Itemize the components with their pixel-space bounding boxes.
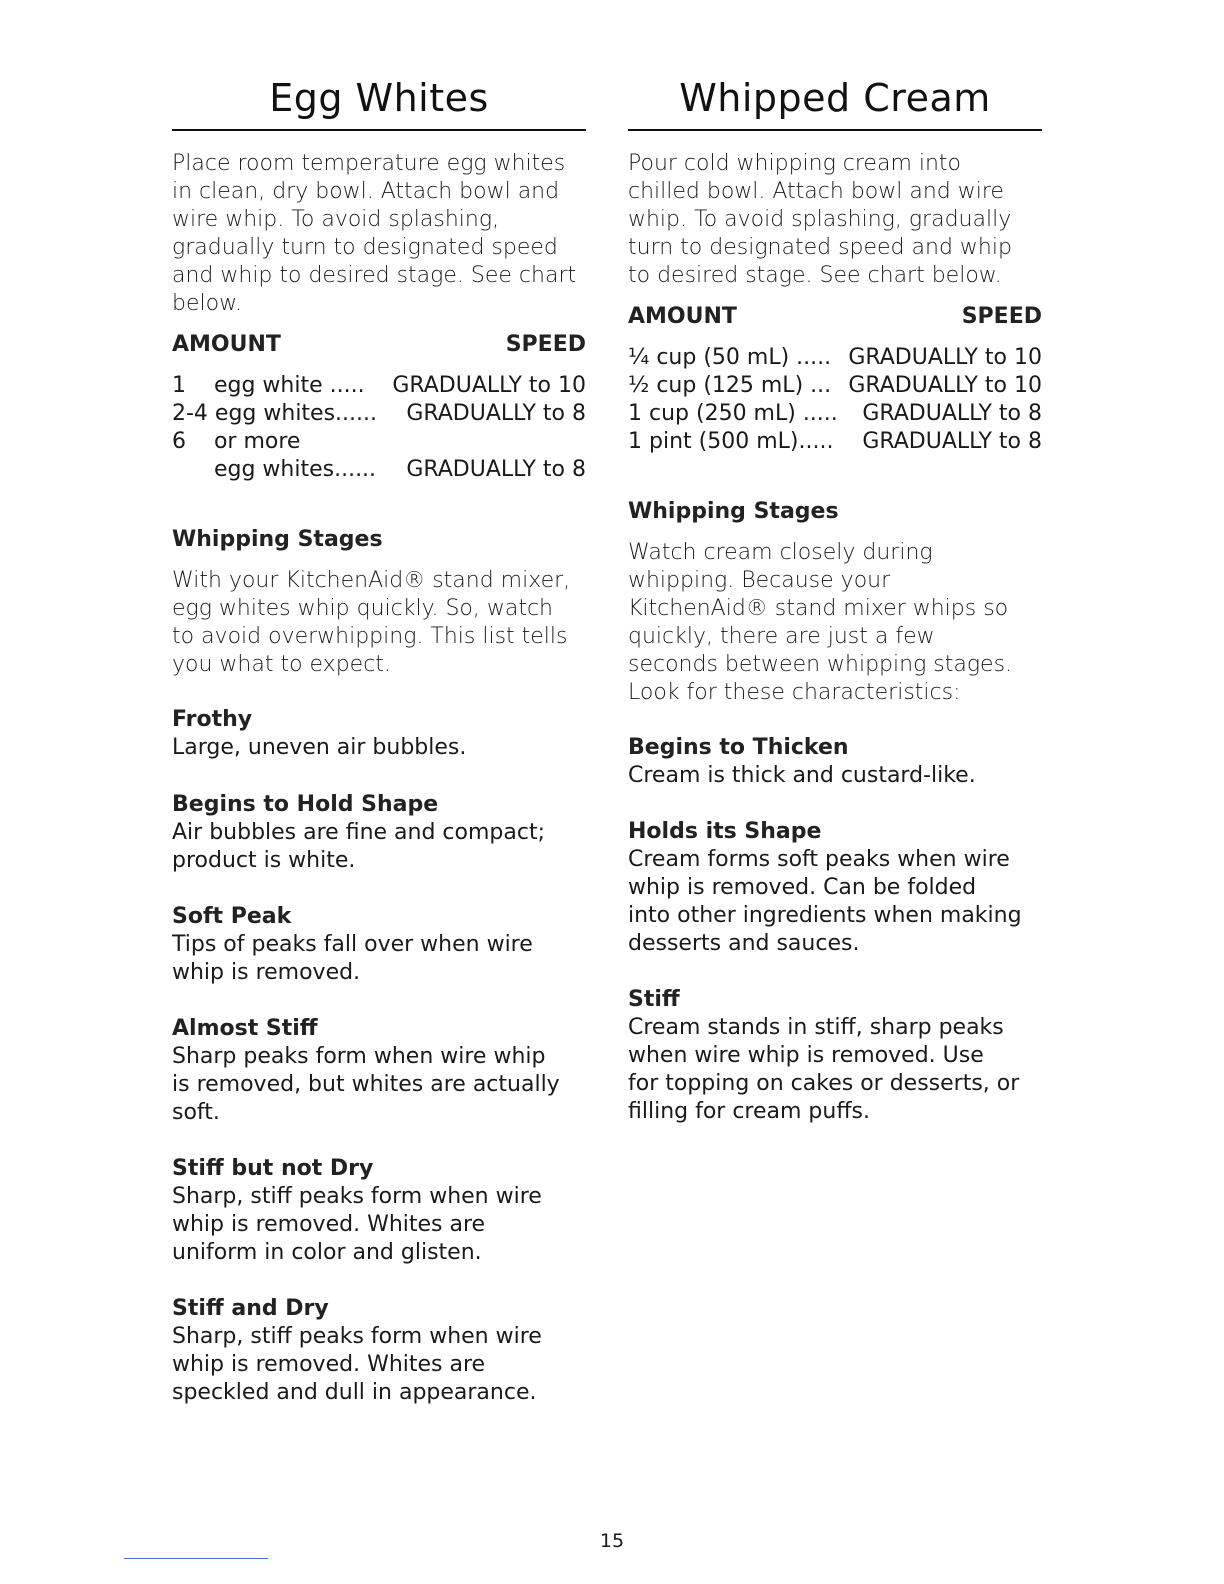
table-row [172,372,586,400]
stages-intro-line: whipping. Because your [628,568,891,593]
whipped-cream-title: Whipped Cream [679,76,991,120]
table-row [628,372,1042,400]
stage-stiff-but-not-dry [172,1155,586,1267]
stages-intro-line: egg whites whip quickly. So, watch [172,596,553,621]
stage-title: Soft Peak [172,904,292,929]
stage-frothy [172,706,586,762]
table-row [628,428,1042,456]
amount-cell: ¼ cup (50 mL) ..... [628,345,832,370]
stage-soft-peak [172,903,586,987]
egg-whites-divider [172,129,586,131]
intro-line: Pour cold whipping cream into [628,151,962,176]
stages-intro-line: Watch cream closely during [628,540,933,565]
footer-line [124,1558,268,1559]
intro-line: whip. To avoid splashing, gradually [628,207,1012,232]
whipped-cream-section [628,76,1042,1126]
egg-whites-table-header [172,331,586,359]
whipped-cream-stages-title: Whipping Stages [628,499,839,524]
whipped-cream-intro [628,150,1042,290]
egg-whites-intro [172,150,586,318]
amount-cell: 2-4 egg whites...... [172,401,378,426]
stage-desc-line: into other ingredients when making [628,903,1022,928]
table-row [628,344,1042,372]
egg-whites-stages-intro [172,567,586,679]
amount-header: AMOUNT [628,304,737,329]
stage-almost-stiff [172,1015,586,1127]
stage-title: Begins to Thicken [628,735,849,760]
stage-stiff-and-dry [172,1295,586,1407]
amount-cell: 1 cup (250 mL) ..... [628,401,838,426]
stage-desc-line: whip is removed. [172,960,361,985]
speed-cell: GRADUALLY to 10 [848,345,1042,370]
egg-whites-stages-title: Whipping Stages [172,527,383,552]
egg-whites-table [172,372,586,484]
stage-desc-line: is removed, but whites are actually [172,1072,560,1097]
stage-holds-its-shape [628,818,1042,958]
whipped-cream-divider [628,129,1042,131]
table-row [172,428,586,456]
stage-title: Stiff but not Dry [172,1156,374,1181]
intro-line: turn to designated speed and whip [628,235,1012,260]
stages-intro-line: to avoid overwhipping. This list tells [172,624,568,649]
stage-title: Frothy [172,707,253,732]
stage-desc-line: Sharp, stiff peaks form when wire [172,1184,542,1209]
stage-desc-line: speckled and dull in appearance. [172,1380,537,1405]
page-number: 15 [599,1530,625,1552]
stage-desc-line: Tips of peaks fall over when wire [172,932,533,957]
speed-cell: GRADUALLY to 8 [862,401,1042,426]
intro-line: chilled bowl. Attach bowl and wire [628,179,1004,204]
stages-intro-line: quickly, there are just a few [628,624,935,649]
stage-stiff [628,986,1042,1126]
stages-intro-line: Look for these characteristics: [628,680,961,705]
intro-line: to desired stage. See chart below. [628,263,1002,288]
stages-intro-line: seconds between whipping stages. [628,652,1013,677]
intro-line: and whip to desired stage. See chart [172,263,577,288]
stage-title: Stiff and Dry [172,1296,329,1321]
amount-cell: 6 or more [172,429,301,454]
stage-title: Stiff [628,987,680,1012]
stage-desc-line: Air bubbles are fine and compact; [172,820,545,845]
intro-line: in clean, dry bowl. Attach bowl and [172,179,560,204]
table-row [172,400,586,428]
amount-cell: egg whites...... [172,457,377,482]
stage-desc-line: whip is removed. Can be folded [628,875,977,900]
egg-whites-title: Egg Whites [269,76,489,120]
stage-desc-line: desserts and sauces. [628,931,860,956]
stages-intro-line: KitchenAid® stand mixer whips so [628,596,1009,621]
stage-desc-line: when wire whip is removed. Use [628,1043,984,1068]
intro-line: below. [172,291,243,316]
speed-cell: GRADUALLY to 8 [406,457,586,482]
stage-desc-line: uniform in color and glisten. [172,1240,482,1265]
stage-desc-line: Sharp, stiff peaks form when wire [172,1324,542,1349]
speed-cell: GRADUALLY to 8 [406,401,586,426]
stage-title: Begins to Hold Shape [172,792,439,817]
stage-desc-line: Cream forms soft peaks when wire [628,847,1010,872]
speed-cell: GRADUALLY to 10 [848,373,1042,398]
stage-desc-line: soft. [172,1100,220,1125]
amount-cell: 1 egg white ..... [172,373,365,398]
whipped-cream-table [628,344,1042,456]
speed-cell: GRADUALLY to 8 [862,429,1042,454]
table-row [628,400,1042,428]
amount-header: AMOUNT [172,332,281,357]
stages-intro-line: With your KitchenAid® stand mixer, [172,568,571,593]
stage-desc-line: Cream is thick and custard-like. [628,763,976,788]
stage-desc-line: product is white. [172,848,356,873]
stage-title: Holds its Shape [628,819,822,844]
stage-begins-to-thicken [628,734,1042,790]
table-row [172,456,586,484]
stage-desc-line: whip is removed. Whites are [172,1352,486,1377]
speed-header: SPEED [961,304,1042,329]
stage-title: Almost Stiff [172,1016,318,1041]
stage-desc-line: Sharp peaks form when wire whip [172,1044,546,1069]
stages-intro-line: you what to expect. [172,652,391,677]
amount-cell: ½ cup (125 mL) ... [628,373,832,398]
speed-cell: GRADUALLY to 10 [392,373,586,398]
intro-line: wire whip. To avoid splashing, [172,207,500,232]
amount-cell: 1 pint (500 mL)..... [628,429,834,454]
stage-desc-line: for topping on cakes or desserts, or [628,1071,1020,1096]
stage-desc-line: Large, uneven air bubbles. [172,735,467,760]
whipped-cream-table-header [628,303,1042,331]
stage-begins-to-hold-shape [172,791,586,875]
intro-line: Place room temperature egg whites [172,151,566,176]
stage-desc-line: whip is removed. Whites are [172,1212,486,1237]
speed-header: SPEED [505,332,586,357]
intro-line: gradually turn to designated speed [172,235,558,260]
stage-desc-line: filling for cream puffs. [628,1099,870,1124]
stage-desc-line: Cream stands in stiff, sharp peaks [628,1015,1004,1040]
whipped-cream-stages-intro [628,539,1042,707]
egg-whites-section [172,76,586,1407]
